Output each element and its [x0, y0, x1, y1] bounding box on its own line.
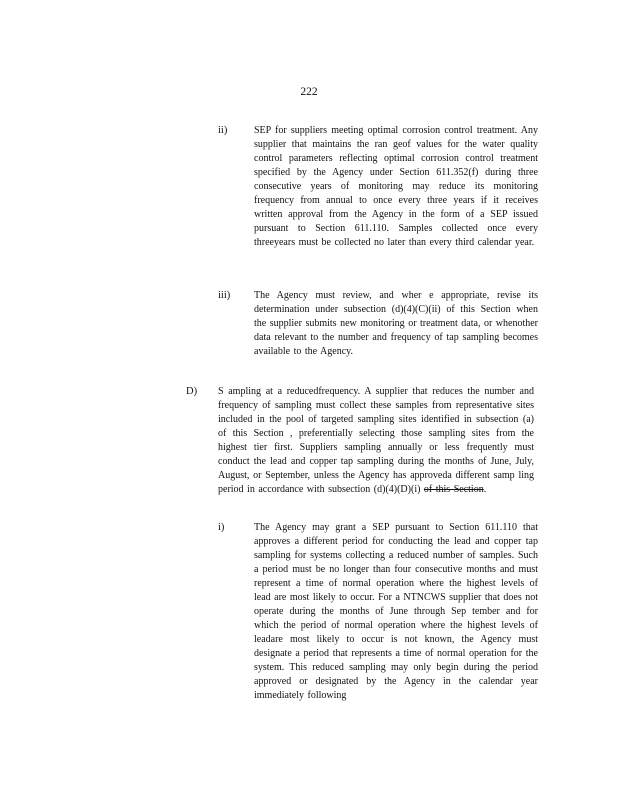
- paragraph-iii: [254, 289, 538, 359]
- item-label-i: i): [218, 522, 225, 533]
- paragraph-ii: [254, 124, 538, 250]
- item-label-ii: ii): [218, 125, 228, 136]
- paragraph-i-text: The Agency may grant a SEP pursuant to Section 611.110 that approves a different period for conducting the lead and copper tap sampling for systems collecting a reduced number of samples. Such a period must be no longer than four consecutive months and must represent a time of normal operation where the highest levels of lead are most likely to occur. For a NTNCWS supplier that does not operate during the months of June through Sep tember and for which the period of normal operation where the highest levels of leadare most likely to occur is not known, the Agency must designate a period that represents a time of normal operation for the system. This reduced sampling may only begin during the period approved or designated by the Agency in the calendar year immediately following: [254, 522, 538, 701]
- paragraph-iii-text: The Agency must review, and wher e appropriate, revise its determination under subsection (d)(4)(C)(ii) of this Section when the supplier submits new monitoring or treatment data, or whenother data relevant to the number and frequency of tap sampling becomes available to the Agency.: [254, 290, 538, 357]
- paragraph-D-body: S ampling at a reducedfrequency. A supplier that reduces the number and frequency of sampling must collect these samples from representative sites included in the pool of targeted sampling sites identified in subsection (a) of this Section , preferentially selecting those sampling sites from the highest tier first. Suppliers sampling annually or less frequently must conduct the lead and copper tap sampling during the months of June, July, August, or September, unless the Agency has approveda different samp ling period in accordance with subsection (d)(4)(D)(i): [218, 386, 534, 495]
- paragraph-ii-text: SEP for suppliers meeting optimal corrosion control treatment. Any supplier that maintains the ran geof values for the water quality control parameters reflecting optimal corrosion control treatment specified by the Agency under Section 611.352(f) during three consecutive years of monitoring may reduce its monitoring frequency from annual to once every three years if it receives written approval from the Agency in the form of a SEP issued pursuant to Section 611.110. Samples collected once every threeyears must be collected no later than every third calendar year.: [254, 125, 538, 248]
- paragraph-i: [254, 521, 538, 703]
- paragraph-D: [218, 385, 534, 497]
- item-label-D: D): [186, 386, 198, 397]
- struck-text: of this Section: [423, 484, 484, 495]
- paragraph-D-text: [218, 385, 534, 497]
- page-number: 222: [300, 86, 318, 98]
- item-label-iii: iii): [218, 290, 231, 301]
- paragraph-D-end: .: [483, 484, 487, 495]
